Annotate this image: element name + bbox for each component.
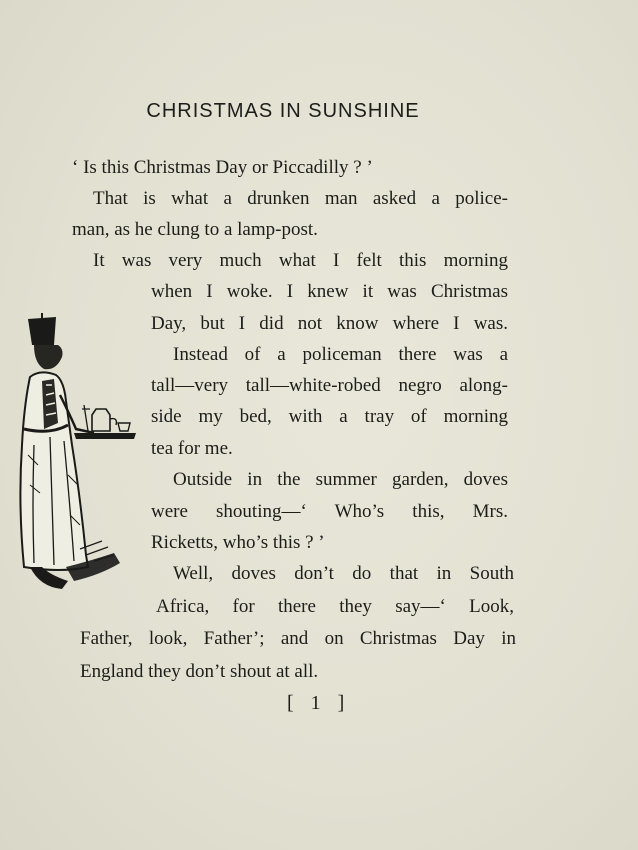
text-line: Africa, for there they say—‘ Look, [156, 596, 514, 617]
text-line: Ricketts, who’s this ? ’ [151, 532, 325, 553]
page-title: CHRISTMAS IN SUNSHINE [146, 100, 420, 122]
text-line: ‘ Is this Christmas Day or Piccadilly ? ’ [72, 157, 373, 178]
page-number: [ 1 ] [287, 692, 351, 714]
text-line: tea for me. [151, 438, 233, 459]
text-line: That is what a drunken man asked a police- [93, 188, 508, 209]
text-line: were shouting—‘ Who’s this, Mrs. [151, 501, 508, 522]
text-line: Instead of a policeman there was a [173, 344, 508, 365]
text-line: man, as he clung to a lamp-post. [72, 219, 318, 240]
text-line: Day, but I did not know where I was. [151, 313, 508, 334]
text-line: Well, doves don’t do that in South [173, 563, 514, 584]
text-line: when I woke. I knew it was Christmas [151, 281, 508, 302]
text-line: side my bed, with a tray of morning [151, 406, 508, 427]
text-line: tall—very tall—white-robed negro along- [151, 375, 508, 396]
text-line: It was very much what I felt this morning [93, 250, 508, 271]
text-line: England they don’t shout at all. [80, 661, 319, 682]
text-line: Outside in the summer garden, doves [173, 469, 508, 490]
text-line: Father, look, Father’; and on Christmas Day in [80, 628, 516, 649]
servant-with-tea-tray-icon [10, 305, 140, 605]
